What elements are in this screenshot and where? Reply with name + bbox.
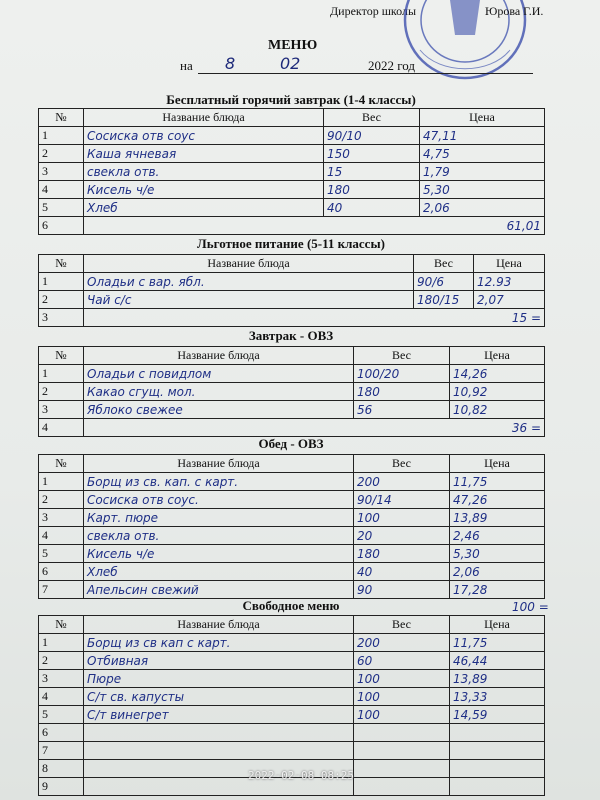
row-number: 2	[39, 291, 84, 309]
dish-price: 10,92	[450, 383, 545, 401]
dish-name: С/т винегрет	[84, 706, 354, 724]
date-prefix: на	[180, 58, 193, 73]
dish-name: Кисель ч/е	[84, 181, 324, 199]
dish-price: 2,06	[420, 199, 545, 217]
table-row	[39, 309, 545, 327]
column-header-weight: Вес	[324, 109, 420, 127]
dish-price: 46,44	[450, 652, 545, 670]
dish-price: 2,07	[474, 291, 545, 309]
dish-name: Карт. пюре	[84, 509, 354, 527]
dish-weight: 90/10	[324, 127, 420, 145]
dish-weight: 20	[354, 527, 450, 545]
director-name: Юрова Г.И.	[485, 4, 544, 18]
date-day: 8	[225, 54, 236, 73]
dish-weight: 200	[354, 634, 450, 652]
dish-weight: 180	[354, 545, 450, 563]
column-header-name: Название блюда	[84, 347, 354, 365]
table-header-row	[39, 109, 545, 127]
table-row	[39, 634, 545, 652]
row-number: 2	[39, 652, 84, 670]
table-row	[39, 127, 545, 145]
column-header-price: Цена	[450, 347, 545, 365]
table-header-row	[39, 616, 545, 634]
dish-name: Каша ячневая	[84, 145, 324, 163]
table-row	[39, 163, 545, 181]
section-total-note: 100 =	[512, 600, 549, 614]
dish-name: Оладьи с повидлом	[84, 365, 354, 383]
page-title: МЕНЮ	[268, 38, 318, 53]
dish-name	[84, 724, 354, 742]
date-month: 02	[280, 54, 301, 73]
dish-name	[84, 742, 354, 760]
table-row	[39, 563, 545, 581]
dish-weight: 60	[354, 652, 450, 670]
dish-weight: 56	[354, 401, 450, 419]
column-header-num: №	[39, 109, 84, 127]
row-number: 4	[39, 527, 84, 545]
dish-price	[450, 724, 545, 742]
dish-weight: 180	[324, 181, 420, 199]
column-header-price: Цена	[420, 109, 545, 127]
dish-weight: 180/15	[414, 291, 474, 309]
dish-price: 13,89	[450, 509, 545, 527]
row-number: 3	[39, 509, 84, 527]
section-total: 61,01	[84, 217, 545, 235]
table-row	[39, 401, 545, 419]
dish-weight: 100/20	[354, 365, 450, 383]
dish-weight: 90/6	[414, 273, 474, 291]
table-header-row	[39, 347, 545, 365]
dish-price: 13,89	[450, 670, 545, 688]
dish-weight: 40	[354, 563, 450, 581]
section-title: Завтрак - ОВЗ	[248, 328, 334, 343]
table-row	[39, 217, 545, 235]
dish-price: 14,26	[450, 365, 545, 383]
table-row	[39, 491, 545, 509]
column-header-price: Цена	[474, 255, 545, 273]
dish-name: Чай с/с	[84, 291, 414, 309]
row-number: 8	[39, 760, 84, 778]
menu-table	[38, 346, 545, 437]
dish-weight	[354, 778, 450, 796]
row-number: 5	[39, 545, 84, 563]
dish-weight: 180	[354, 383, 450, 401]
dish-weight	[354, 760, 450, 778]
row-number: 3	[39, 163, 84, 181]
section-title: Бесплатный горячий завтрак (1-4 классы)	[166, 92, 416, 107]
row-number: 5	[39, 199, 84, 217]
menu-date-line	[180, 54, 480, 76]
photo-timestamp: 2022-02-08 08:25	[248, 769, 354, 782]
section-title: Льготное питание (5-11 классы)	[197, 236, 385, 251]
table-row	[39, 383, 545, 401]
table-row	[39, 527, 545, 545]
table-row	[39, 706, 545, 724]
dish-weight: 150	[324, 145, 420, 163]
dish-name: Борщ из св. кап. с карт.	[84, 473, 354, 491]
menu-table	[38, 108, 545, 235]
date-year: 2022 год	[368, 58, 415, 73]
date-underline	[198, 73, 533, 74]
dish-price: 11,75	[450, 634, 545, 652]
dish-name: Хлеб	[84, 563, 354, 581]
dish-price	[450, 760, 545, 778]
dish-price: 4,75	[420, 145, 545, 163]
row-number: 1	[39, 473, 84, 491]
row-number: 9	[39, 778, 84, 796]
column-header-num: №	[39, 616, 84, 634]
row-number: 7	[39, 742, 84, 760]
column-header-weight: Вес	[354, 455, 450, 473]
table-row	[39, 509, 545, 527]
dish-name: Яблоко свежее	[84, 401, 354, 419]
row-number: 2	[39, 491, 84, 509]
row-number: 3	[39, 670, 84, 688]
dish-weight: 100	[354, 688, 450, 706]
section-total: 15 =	[84, 309, 545, 327]
dish-name: свекла отв.	[84, 527, 354, 545]
column-header-name: Название блюда	[84, 255, 414, 273]
dish-name: Борщ из св кап с карт.	[84, 634, 354, 652]
row-number: 6	[39, 217, 84, 235]
section-total: 36 =	[84, 419, 545, 437]
table-row	[39, 742, 545, 760]
dish-name: Пюре	[84, 670, 354, 688]
dish-weight: 90/14	[354, 491, 450, 509]
table-row	[39, 473, 545, 491]
dish-price: 5,30	[450, 545, 545, 563]
dish-name: Отбивная	[84, 652, 354, 670]
row-number: 4	[39, 688, 84, 706]
director-label: Директор школы	[330, 4, 417, 18]
dish-weight: 100	[354, 706, 450, 724]
row-number: 4	[39, 181, 84, 199]
row-number: 1	[39, 127, 84, 145]
row-number: 4	[39, 419, 84, 437]
table-row	[39, 724, 545, 742]
column-header-name: Название блюда	[84, 455, 354, 473]
dish-weight: 40	[324, 199, 420, 217]
section-title: Обед - ОВЗ	[258, 436, 324, 451]
dish-name: Какао сгущ. мол.	[84, 383, 354, 401]
row-number: 3	[39, 309, 84, 327]
dish-price: 14,59	[450, 706, 545, 724]
table-row	[39, 365, 545, 383]
dish-price: 17,28	[450, 581, 545, 599]
column-header-name: Название блюда	[84, 616, 354, 634]
column-header-weight: Вес	[354, 347, 450, 365]
dish-weight: 100	[354, 509, 450, 527]
table-row	[39, 419, 545, 437]
column-header-price: Цена	[450, 455, 545, 473]
dish-weight: 100	[354, 670, 450, 688]
row-number: 6	[39, 563, 84, 581]
table-row	[39, 291, 545, 309]
column-header-weight: Вес	[354, 616, 450, 634]
dish-weight	[354, 742, 450, 760]
dish-name: Кисель ч/е	[84, 545, 354, 563]
dish-price: 47,11	[420, 127, 545, 145]
dish-price: 47,26	[450, 491, 545, 509]
row-number: 1	[39, 365, 84, 383]
column-header-name: Название блюда	[84, 109, 324, 127]
dish-price	[450, 778, 545, 796]
dish-name: Сосиска отв соус.	[84, 491, 354, 509]
section-title: Свободное меню	[242, 598, 340, 613]
dish-price: 2,46	[450, 527, 545, 545]
dish-name: Хлеб	[84, 199, 324, 217]
dish-price	[450, 742, 545, 760]
dish-name: Апельсин свежий	[84, 581, 354, 599]
column-header-weight: Вес	[414, 255, 474, 273]
dish-price: 10,82	[450, 401, 545, 419]
dish-weight: 200	[354, 473, 450, 491]
row-number: 3	[39, 401, 84, 419]
column-header-num: №	[39, 347, 84, 365]
row-number: 1	[39, 273, 84, 291]
table-row	[39, 545, 545, 563]
table-row	[39, 670, 545, 688]
table-row	[39, 688, 545, 706]
dish-name: свекла отв.	[84, 163, 324, 181]
dish-price: 11,75	[450, 473, 545, 491]
table-row	[39, 273, 545, 291]
dish-weight	[354, 724, 450, 742]
dish-name: Сосиска отв соус	[84, 127, 324, 145]
dish-name: Оладьи с вар. ябл.	[84, 273, 414, 291]
dish-weight: 90	[354, 581, 450, 599]
row-number: 6	[39, 724, 84, 742]
dish-price: 2,06	[450, 563, 545, 581]
row-number: 5	[39, 706, 84, 724]
table-row	[39, 181, 545, 199]
table-row	[39, 652, 545, 670]
dish-price: 13,33	[450, 688, 545, 706]
dish-weight: 15	[324, 163, 420, 181]
row-number: 7	[39, 581, 84, 599]
column-header-num: №	[39, 255, 84, 273]
table-header-row	[39, 255, 545, 273]
menu-table	[38, 454, 545, 599]
dish-price: 12.93	[474, 273, 545, 291]
dish-price: 1,79	[420, 163, 545, 181]
row-number: 2	[39, 383, 84, 401]
column-header-price: Цена	[450, 616, 545, 634]
column-header-num: №	[39, 455, 84, 473]
dish-price: 5,30	[420, 181, 545, 199]
table-header-row	[39, 455, 545, 473]
table-row	[39, 581, 545, 599]
table-row	[39, 199, 545, 217]
menu-table	[38, 254, 545, 327]
table-row	[39, 145, 545, 163]
row-number: 2	[39, 145, 84, 163]
row-number: 1	[39, 634, 84, 652]
dish-name: С/т св. капусты	[84, 688, 354, 706]
